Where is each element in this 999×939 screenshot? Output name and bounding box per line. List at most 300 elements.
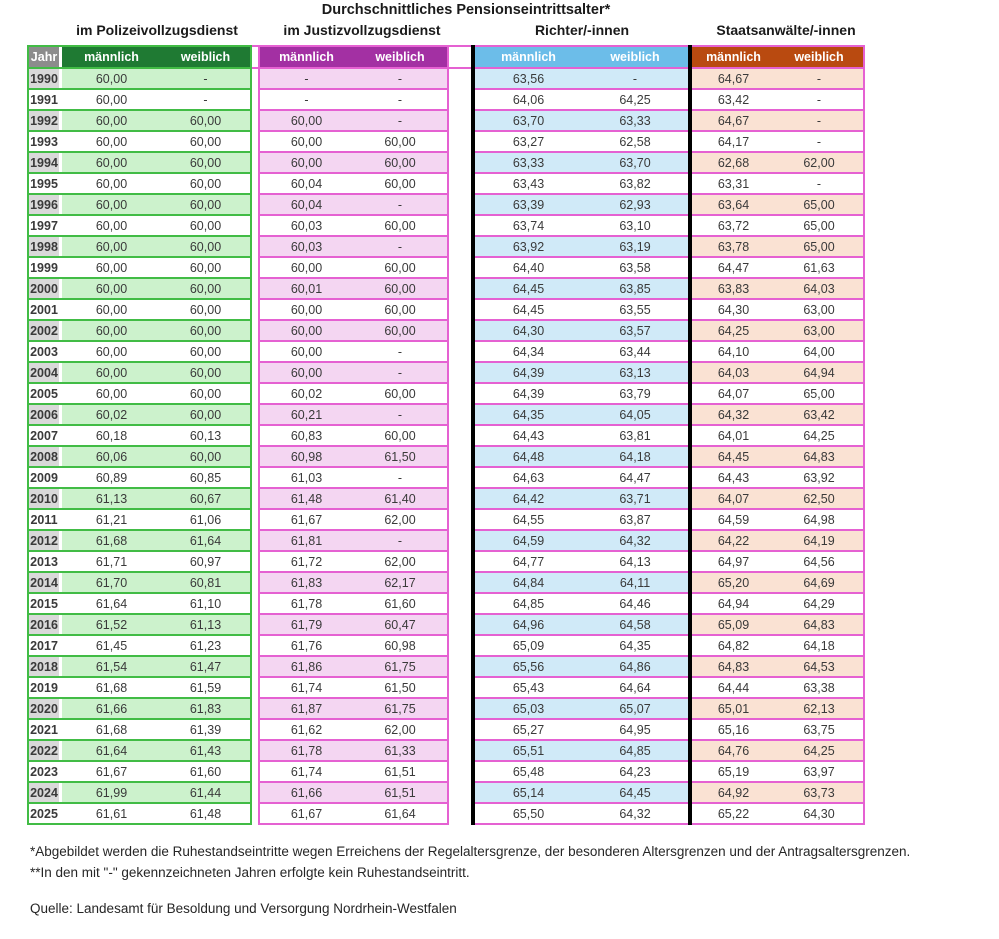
richter-female-cell: 64,58: [582, 614, 690, 635]
polizei-female-cell: 60,00: [161, 320, 251, 341]
polizei-male-cell: 60,89: [62, 467, 161, 488]
staatsanwaelte-male-cell: 64,25: [690, 320, 775, 341]
polizei-female-cell: 60,67: [161, 488, 251, 509]
staatsanwaelte-male-cell: 64,30: [690, 299, 775, 320]
spacer: [251, 299, 259, 320]
staatsanwaelte-female-cell: 64,25: [775, 425, 864, 446]
richter-male-cell: 63,74: [473, 215, 582, 236]
richter-female-cell: 64,25: [582, 89, 690, 110]
polizei-female-cell: 60,97: [161, 551, 251, 572]
justiz-male-cell: 61,74: [259, 761, 353, 782]
justiz-male-cell: 61,48: [259, 488, 353, 509]
justiz-male-cell: 60,00: [259, 299, 353, 320]
year-cell: 1994: [28, 152, 59, 173]
polizei-female-cell: 60,00: [161, 257, 251, 278]
justiz-male-cell: -: [259, 68, 353, 89]
table-row: [28, 446, 864, 467]
staatsanwaelte-male-cell: 64,22: [690, 530, 775, 551]
staatsanwaelte-male-cell: 65,16: [690, 719, 775, 740]
staatsanwaelte-male-cell: 65,20: [690, 572, 775, 593]
richter-male-cell: 64,59: [473, 530, 582, 551]
justiz-female-cell: -: [353, 68, 448, 89]
spacer: [251, 677, 259, 698]
spacer: [448, 257, 473, 278]
spacer: [448, 656, 473, 677]
richter-male-cell: 65,51: [473, 740, 582, 761]
polizei-female-cell: 60,00: [161, 152, 251, 173]
table-row: [28, 278, 864, 299]
col-header-richter-male: männlich: [473, 46, 582, 68]
spacer: [251, 425, 259, 446]
staatsanwaelte-female-cell: 63,38: [775, 677, 864, 698]
spacer: [251, 509, 259, 530]
spacer: [251, 719, 259, 740]
justiz-female-cell: -: [353, 362, 448, 383]
justiz-male-cell: 61,66: [259, 782, 353, 803]
staatsanwaelte-male-cell: 64,07: [690, 488, 775, 509]
table-row: [28, 152, 864, 173]
polizei-male-cell: 61,99: [62, 782, 161, 803]
spacer: [448, 719, 473, 740]
table-row: [28, 425, 864, 446]
spacer: [448, 194, 473, 215]
year-cell: 2008: [28, 446, 59, 467]
staatsanwaelte-female-cell: 64,83: [775, 614, 864, 635]
justiz-female-cell: 61,75: [353, 656, 448, 677]
justiz-female-cell: -: [353, 530, 448, 551]
justiz-male-cell: 60,00: [259, 341, 353, 362]
polizei-female-cell: 61,43: [161, 740, 251, 761]
footnote-1: *Abgebildet werden die Ruhestandseintritte wegen Erreichens der Regelaltersgrenze, der besonderen Altersgrenzen und der Antragsaltersgrenzen.: [30, 844, 911, 859]
richter-male-cell: 64,77: [473, 551, 582, 572]
justiz-female-cell: 60,00: [353, 320, 448, 341]
richter-female-cell: 64,45: [582, 782, 690, 803]
spacer: [448, 509, 473, 530]
justiz-male-cell: 60,00: [259, 362, 353, 383]
richter-male-cell: 64,48: [473, 446, 582, 467]
polizei-male-cell: 60,00: [62, 131, 161, 152]
richter-female-cell: 64,13: [582, 551, 690, 572]
polizei-female-cell: 60,13: [161, 425, 251, 446]
polizei-female-cell: 60,00: [161, 362, 251, 383]
justiz-female-cell: 61,64: [353, 803, 448, 824]
richter-male-cell: 63,92: [473, 236, 582, 257]
spacer: [251, 761, 259, 782]
table-row: [28, 656, 864, 677]
polizei-female-cell: 60,00: [161, 194, 251, 215]
justiz-male-cell: 61,78: [259, 593, 353, 614]
spacer: [448, 110, 473, 131]
staatsanwaelte-female-cell: 64,18: [775, 635, 864, 656]
justiz-male-cell: 60,00: [259, 152, 353, 173]
spacer: [448, 467, 473, 488]
justiz-female-cell: -: [353, 89, 448, 110]
staatsanwaelte-female-cell: 64,53: [775, 656, 864, 677]
staatsanwaelte-male-cell: 64,82: [690, 635, 775, 656]
spacer: [251, 740, 259, 761]
staatsanwaelte-female-cell: 64,19: [775, 530, 864, 551]
spacer: [251, 635, 259, 656]
spacer: [251, 152, 259, 173]
richter-male-cell: 64,42: [473, 488, 582, 509]
table-row: [28, 257, 864, 278]
table-row: [28, 719, 864, 740]
justiz-female-cell: 62,00: [353, 719, 448, 740]
staatsanwaelte-female-cell: 64,94: [775, 362, 864, 383]
year-cell: 2011: [28, 509, 59, 530]
table-row: [28, 362, 864, 383]
year-cell: 1998: [28, 236, 59, 257]
justiz-female-cell: 60,98: [353, 635, 448, 656]
col-header-polizei-female: weiblich: [161, 46, 251, 68]
polizei-female-cell: 61,13: [161, 614, 251, 635]
richter-male-cell: 65,56: [473, 656, 582, 677]
polizei-male-cell: 61,64: [62, 593, 161, 614]
spacer: [448, 425, 473, 446]
staatsanwaelte-male-cell: 63,31: [690, 173, 775, 194]
staatsanwaelte-female-cell: 62,00: [775, 152, 864, 173]
staatsanwaelte-male-cell: 64,43: [690, 467, 775, 488]
year-cell: 2024: [28, 782, 59, 803]
justiz-male-cell: 61,03: [259, 467, 353, 488]
justiz-male-cell: 61,87: [259, 698, 353, 719]
staatsanwaelte-male-cell: 64,03: [690, 362, 775, 383]
year-cell: 1996: [28, 194, 59, 215]
table-row: [28, 593, 864, 614]
staatsanwaelte-female-cell: -: [775, 89, 864, 110]
richter-female-cell: 64,95: [582, 719, 690, 740]
justiz-male-cell: 60,02: [259, 383, 353, 404]
table-row: [28, 215, 864, 236]
justiz-male-cell: 60,03: [259, 215, 353, 236]
justiz-male-cell: 60,00: [259, 131, 353, 152]
polizei-male-cell: 61,68: [62, 530, 161, 551]
year-cell: 1995: [28, 173, 59, 194]
richter-male-cell: 64,45: [473, 278, 582, 299]
polizei-male-cell: 61,66: [62, 698, 161, 719]
spacer: [448, 404, 473, 425]
staatsanwaelte-female-cell: 64,29: [775, 593, 864, 614]
spacer: [251, 236, 259, 257]
spacer: [448, 215, 473, 236]
staatsanwaelte-female-cell: 64,25: [775, 740, 864, 761]
staatsanwaelte-male-cell: 64,01: [690, 425, 775, 446]
source-note: Quelle: Landesamt für Besoldung und Versorgung Nordrhein-Westfalen: [30, 901, 457, 916]
polizei-female-cell: 61,59: [161, 677, 251, 698]
spacer: [448, 341, 473, 362]
staatsanwaelte-female-cell: 65,00: [775, 215, 864, 236]
staatsanwaelte-male-cell: 64,17: [690, 131, 775, 152]
polizei-male-cell: 60,00: [62, 215, 161, 236]
polizei-male-cell: 61,45: [62, 635, 161, 656]
staatsanwaelte-female-cell: 64,83: [775, 446, 864, 467]
justiz-female-cell: -: [353, 467, 448, 488]
polizei-male-cell: 61,70: [62, 572, 161, 593]
richter-female-cell: 63,81: [582, 425, 690, 446]
staatsanwaelte-male-cell: 64,45: [690, 446, 775, 467]
richter-female-cell: 64,32: [582, 803, 690, 824]
staatsanwaelte-female-cell: 64,00: [775, 341, 864, 362]
richter-male-cell: 64,43: [473, 425, 582, 446]
polizei-female-cell: -: [161, 68, 251, 89]
spacer: [251, 656, 259, 677]
justiz-male-cell: 60,00: [259, 110, 353, 131]
year-cell: 2010: [28, 488, 59, 509]
polizei-female-cell: 61,44: [161, 782, 251, 803]
polizei-male-cell: 60,18: [62, 425, 161, 446]
year-cell: 2016: [28, 614, 59, 635]
spacer: [251, 341, 259, 362]
staatsanwaelte-male-cell: 65,22: [690, 803, 775, 824]
staatsanwaelte-female-cell: 63,00: [775, 320, 864, 341]
spacer: [448, 362, 473, 383]
spacer: [251, 698, 259, 719]
richter-male-cell: 65,50: [473, 803, 582, 824]
staatsanwaelte-female-cell: 63,97: [775, 761, 864, 782]
spacer: [448, 614, 473, 635]
polizei-male-cell: 60,00: [62, 362, 161, 383]
spacer: [251, 551, 259, 572]
justiz-male-cell: 60,01: [259, 278, 353, 299]
staatsanwaelte-male-cell: 63,83: [690, 278, 775, 299]
polizei-female-cell: 61,47: [161, 656, 251, 677]
richter-male-cell: 63,39: [473, 194, 582, 215]
richter-male-cell: 64,45: [473, 299, 582, 320]
year-cell: 2020: [28, 698, 59, 719]
table-row: [28, 194, 864, 215]
justiz-female-cell: 61,51: [353, 782, 448, 803]
spacer: [251, 572, 259, 593]
polizei-female-cell: 61,83: [161, 698, 251, 719]
justiz-female-cell: 60,00: [353, 383, 448, 404]
polizei-male-cell: 60,00: [62, 68, 161, 89]
table-row: [28, 488, 864, 509]
year-cell: 2021: [28, 719, 59, 740]
richter-female-cell: 63,44: [582, 341, 690, 362]
polizei-female-cell: 61,48: [161, 803, 251, 824]
spacer: [448, 677, 473, 698]
polizei-male-cell: 61,13: [62, 488, 161, 509]
table-row: [28, 383, 864, 404]
polizei-female-cell: 60,85: [161, 467, 251, 488]
spacer: [251, 278, 259, 299]
table-row: [28, 110, 864, 131]
staatsanwaelte-male-cell: 64,07: [690, 383, 775, 404]
table-row: [28, 782, 864, 803]
staatsanwaelte-female-cell: 65,00: [775, 383, 864, 404]
staatsanwaelte-male-cell: 64,59: [690, 509, 775, 530]
year-cell: 2019: [28, 677, 59, 698]
polizei-male-cell: 61,21: [62, 509, 161, 530]
polizei-female-cell: 60,00: [161, 131, 251, 152]
polizei-male-cell: 60,00: [62, 89, 161, 110]
staatsanwaelte-male-cell: 62,68: [690, 152, 775, 173]
staatsanwaelte-male-cell: 63,64: [690, 194, 775, 215]
polizei-female-cell: 60,00: [161, 299, 251, 320]
table-row: [28, 467, 864, 488]
justiz-female-cell: -: [353, 194, 448, 215]
pension-table-body: [28, 68, 864, 824]
table-row: [28, 740, 864, 761]
year-cell: 2022: [28, 740, 59, 761]
group-header-polizei: im Polizeivollzugsdienst: [76, 22, 238, 38]
polizei-male-cell: 61,61: [62, 803, 161, 824]
year-cell: 2004: [28, 362, 59, 383]
spacer: [448, 89, 473, 110]
staatsanwaelte-male-cell: 64,47: [690, 257, 775, 278]
spacer: [251, 320, 259, 341]
polizei-female-cell: 61,10: [161, 593, 251, 614]
richter-female-cell: 64,47: [582, 467, 690, 488]
richter-female-cell: 63,55: [582, 299, 690, 320]
spacer: [251, 383, 259, 404]
spacer: [448, 173, 473, 194]
staatsanwaelte-female-cell: 61,63: [775, 257, 864, 278]
staatsanwaelte-female-cell: -: [775, 173, 864, 194]
justiz-male-cell: -: [259, 89, 353, 110]
group-header-justiz: im Justizvollzugsdienst: [283, 22, 441, 38]
richter-female-cell: 64,86: [582, 656, 690, 677]
staatsanwaelte-male-cell: 65,01: [690, 698, 775, 719]
polizei-male-cell: 60,02: [62, 404, 161, 425]
justiz-female-cell: -: [353, 236, 448, 257]
polizei-female-cell: 60,00: [161, 341, 251, 362]
richter-female-cell: 64,46: [582, 593, 690, 614]
col-header-polizei-male: männlich: [62, 46, 161, 68]
richter-male-cell: 65,09: [473, 635, 582, 656]
richter-male-cell: 64,96: [473, 614, 582, 635]
justiz-female-cell: -: [353, 404, 448, 425]
justiz-female-cell: 61,50: [353, 446, 448, 467]
year-cell: 2015: [28, 593, 59, 614]
justiz-male-cell: 61,67: [259, 509, 353, 530]
header-row: [28, 46, 864, 68]
staatsanwaelte-female-cell: 62,50: [775, 488, 864, 509]
polizei-male-cell: 60,00: [62, 320, 161, 341]
col-header-justiz-female: weiblich: [353, 46, 448, 68]
polizei-male-cell: 61,68: [62, 719, 161, 740]
justiz-female-cell: 60,00: [353, 131, 448, 152]
polizei-male-cell: 60,00: [62, 383, 161, 404]
spacer: [251, 530, 259, 551]
polizei-male-cell: 60,00: [62, 299, 161, 320]
polizei-female-cell: 60,00: [161, 110, 251, 131]
justiz-female-cell: 60,00: [353, 299, 448, 320]
justiz-male-cell: 60,00: [259, 257, 353, 278]
justiz-female-cell: 61,75: [353, 698, 448, 719]
polizei-female-cell: 60,00: [161, 404, 251, 425]
spacer: [448, 551, 473, 572]
justiz-male-cell: 61,67: [259, 803, 353, 824]
staatsanwaelte-female-cell: -: [775, 68, 864, 89]
polizei-female-cell: 61,06: [161, 509, 251, 530]
spacer: [448, 803, 473, 824]
richter-female-cell: 62,58: [582, 131, 690, 152]
richter-female-cell: -: [582, 68, 690, 89]
spacer: [448, 593, 473, 614]
spacer: [448, 635, 473, 656]
spacer: [251, 215, 259, 236]
year-cell: 2023: [28, 761, 59, 782]
spacer: [251, 257, 259, 278]
col-header-justiz-male: männlich: [259, 46, 353, 68]
justiz-female-cell: 62,17: [353, 572, 448, 593]
richter-female-cell: 63,85: [582, 278, 690, 299]
spacer: [448, 46, 473, 68]
justiz-female-cell: 60,00: [353, 173, 448, 194]
year-cell: 1993: [28, 131, 59, 152]
year-cell: 1999: [28, 257, 59, 278]
richter-male-cell: 64,40: [473, 257, 582, 278]
polizei-male-cell: 61,68: [62, 677, 161, 698]
polizei-female-cell: 61,39: [161, 719, 251, 740]
richter-female-cell: 64,05: [582, 404, 690, 425]
richter-female-cell: 63,87: [582, 509, 690, 530]
year-cell: 2025: [28, 803, 59, 824]
staatsanwaelte-female-cell: 64,98: [775, 509, 864, 530]
table-row: [28, 530, 864, 551]
polizei-female-cell: 60,00: [161, 446, 251, 467]
justiz-male-cell: 61,83: [259, 572, 353, 593]
richter-male-cell: 63,33: [473, 152, 582, 173]
justiz-female-cell: 60,00: [353, 278, 448, 299]
spacer: [251, 488, 259, 509]
year-cell: 1992: [28, 110, 59, 131]
polizei-male-cell: 61,71: [62, 551, 161, 572]
table-row: [28, 761, 864, 782]
polizei-male-cell: 60,00: [62, 110, 161, 131]
justiz-female-cell: 61,40: [353, 488, 448, 509]
spacer: [448, 383, 473, 404]
spacer: [448, 446, 473, 467]
justiz-female-cell: -: [353, 110, 448, 131]
richter-female-cell: 63,57: [582, 320, 690, 341]
staatsanwaelte-female-cell: -: [775, 110, 864, 131]
spacer: [448, 698, 473, 719]
col-header-jahr: Jahr: [28, 46, 59, 68]
footnote-2: **In den mit "-" gekennzeichneten Jahren erfolgte kein Ruhestandseintritt.: [30, 865, 470, 880]
polizei-female-cell: 61,64: [161, 530, 251, 551]
staatsanwaelte-male-cell: 64,67: [690, 110, 775, 131]
year-cell: 1997: [28, 215, 59, 236]
staatsanwaelte-female-cell: 64,69: [775, 572, 864, 593]
polizei-male-cell: 61,67: [62, 761, 161, 782]
spacer: [448, 131, 473, 152]
staatsanwaelte-female-cell: 63,92: [775, 467, 864, 488]
polizei-female-cell: 61,60: [161, 761, 251, 782]
staatsanwaelte-male-cell: 64,44: [690, 677, 775, 698]
col-header-staatsanwaelte-male: männlich: [690, 46, 775, 68]
justiz-male-cell: 61,72: [259, 551, 353, 572]
spacer: [448, 320, 473, 341]
staatsanwaelte-male-cell: 64,94: [690, 593, 775, 614]
spacer: [251, 803, 259, 824]
richter-male-cell: 65,48: [473, 761, 582, 782]
richter-male-cell: 63,43: [473, 173, 582, 194]
spacer: [251, 614, 259, 635]
spacer: [251, 46, 259, 68]
polizei-male-cell: 60,00: [62, 152, 161, 173]
justiz-female-cell: 60,00: [353, 257, 448, 278]
staatsanwaelte-female-cell: -: [775, 131, 864, 152]
richter-male-cell: 64,84: [473, 572, 582, 593]
col-header-richter-female: weiblich: [582, 46, 690, 68]
polizei-male-cell: 60,00: [62, 341, 161, 362]
spacer: [448, 782, 473, 803]
justiz-female-cell: 60,00: [353, 152, 448, 173]
justiz-female-cell: 61,50: [353, 677, 448, 698]
spacer: [448, 278, 473, 299]
